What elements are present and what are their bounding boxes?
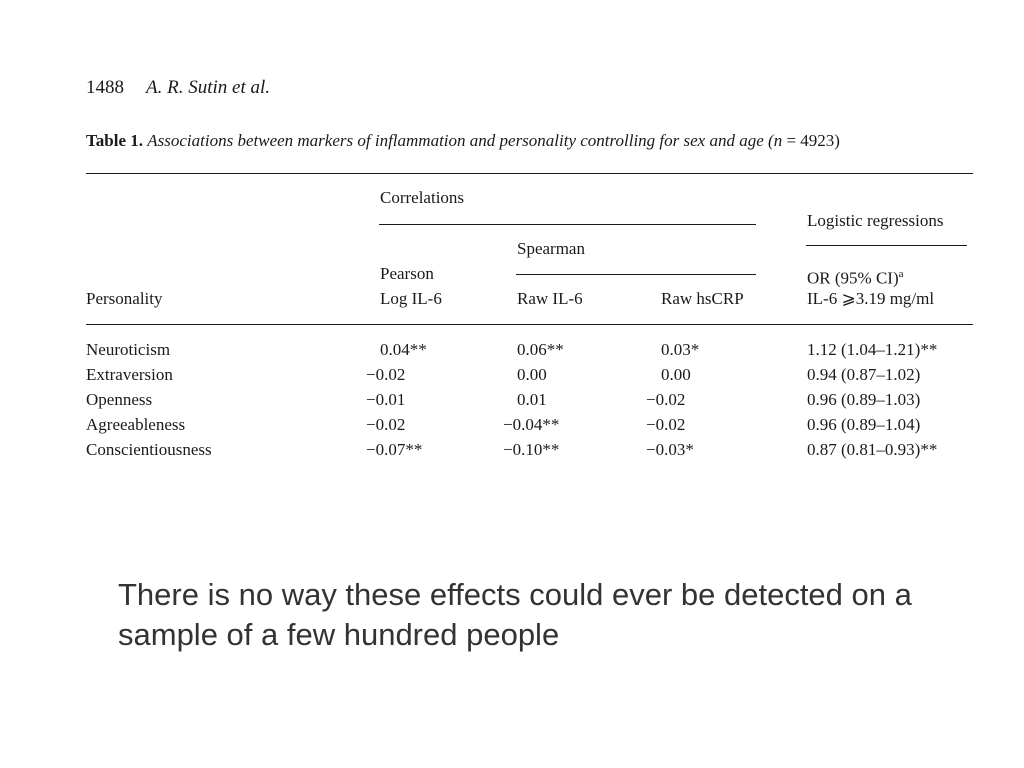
raw-hscrp-cell: −0.03* xyxy=(646,440,694,459)
raw-il6-cell: −0.10** xyxy=(503,440,560,459)
spearman-header: Spearman xyxy=(517,239,585,258)
sample-size-label: n xyxy=(773,131,783,150)
author-line: A. R. Sutin et al. xyxy=(146,77,271,98)
raw-il6-cell: 0.06** xyxy=(517,340,564,359)
raw-il6-cell: 0.01 xyxy=(517,390,547,409)
raw-hscrp-cell: 0.00 xyxy=(661,365,691,384)
table-description: Associations between markers of inflammation and personality controlling for sex and age ( xyxy=(147,131,774,150)
spearman-rule xyxy=(516,274,756,275)
pearson-header-line2: Log IL-6 xyxy=(380,289,442,308)
trait-cell: Openness xyxy=(86,390,153,409)
or-cell: 0.96 (0.89–1.04) xyxy=(807,415,921,434)
raw-hscrp-cell: 0.03* xyxy=(661,340,700,359)
table-header-rule xyxy=(86,324,973,325)
raw-hscrp-cell: −0.02 xyxy=(646,390,686,409)
raw-hscrp-cell: −0.02 xyxy=(646,415,686,434)
or-cell: 0.87 (0.81–0.93)** xyxy=(807,440,938,459)
trait-cell: Extraversion xyxy=(86,365,173,384)
pearson-cell: −0.01 xyxy=(366,390,406,409)
or-cell: 1.12 (1.04–1.21)** xyxy=(807,340,938,359)
pearson-cell: −0.07** xyxy=(366,440,423,459)
slide-commentary: There is no way these effects could ever be detected on a sample of a few hundred people xyxy=(118,577,912,652)
logistic-header: Logistic regressions xyxy=(807,211,944,230)
trait-cell: Conscientiousness xyxy=(86,440,212,459)
logistic-rule xyxy=(806,245,967,246)
pearson-cell: −0.02 xyxy=(366,365,406,384)
table-top-rule xyxy=(86,173,973,174)
pearson-header-line1: Pearson xyxy=(380,264,434,283)
page-number: 1488 xyxy=(86,77,124,98)
table-caption xyxy=(86,130,840,152)
table-label: Table 1. xyxy=(86,131,144,150)
or-header-line1 xyxy=(807,263,904,290)
raw-il6-cell: 0.00 xyxy=(517,365,547,384)
or-header-footnote-marker: a xyxy=(898,268,904,280)
personality-header: Personality xyxy=(86,289,163,308)
raw-hscrp-header: Raw hsCRP xyxy=(661,289,744,308)
raw-il6-cell: −0.04** xyxy=(503,415,560,434)
raw-il6-header: Raw IL-6 xyxy=(517,289,583,308)
page-header xyxy=(86,76,270,100)
or-cell: 0.96 (0.89–1.03) xyxy=(807,390,921,409)
or-cell: 0.94 (0.87–1.02) xyxy=(807,365,921,384)
correlations-rule xyxy=(379,224,756,225)
or-header-text: OR (95% CI) xyxy=(807,268,899,288)
correlations-header: Correlations xyxy=(380,188,465,207)
pearson-cell: 0.04** xyxy=(380,340,427,359)
trait-cell: Neuroticism xyxy=(86,340,171,359)
or-header-line2: IL-6 ⩾3.19 mg/ml xyxy=(807,289,935,308)
pearson-cell: −0.02 xyxy=(366,415,406,434)
sample-size-value: = 4923) xyxy=(782,131,840,150)
trait-cell: Agreeableness xyxy=(86,415,186,434)
